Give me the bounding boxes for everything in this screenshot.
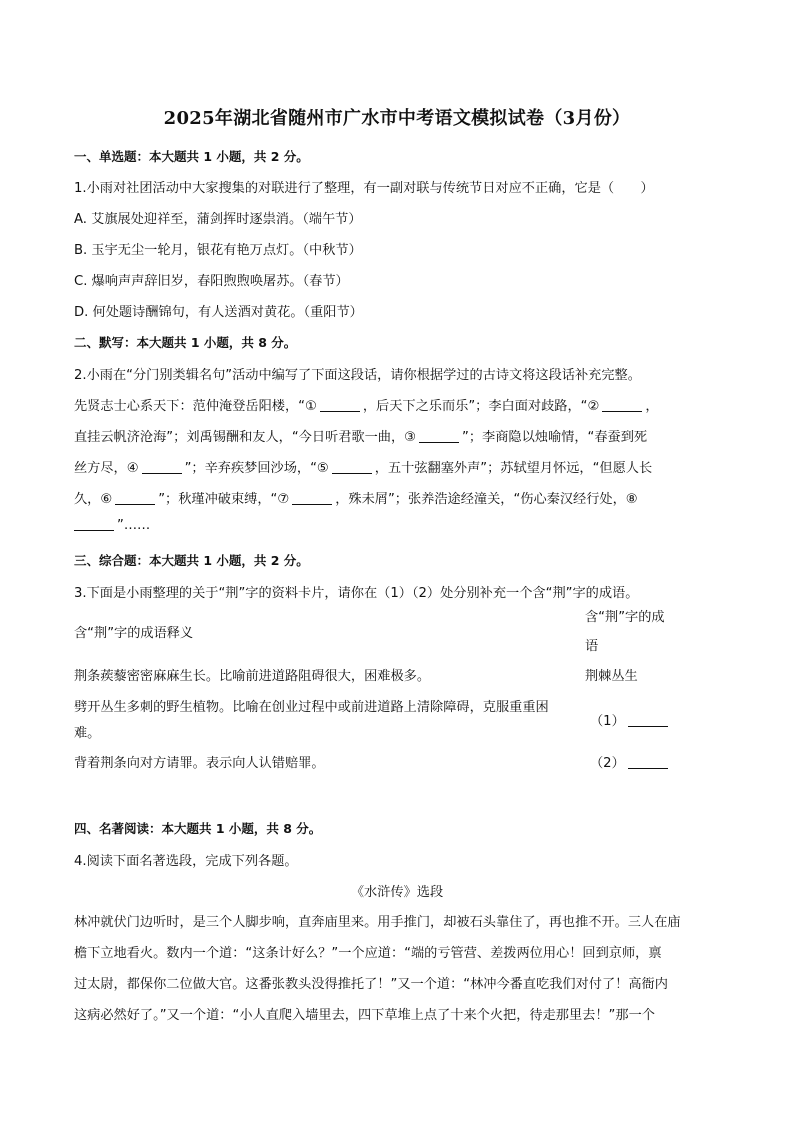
text-segment: ，五十弦翻塞外声”；苏轼望月怀远，“但愿人长 bbox=[374, 461, 653, 476]
table-row-1-idiom: 荆棘丛生 bbox=[585, 669, 638, 684]
page-title: 2025年湖北省随州市广水市中考语文模拟试卷（3月份） bbox=[163, 108, 631, 129]
question-4-stem: 4.阅读下面名著选段，完成下列各题。 bbox=[74, 854, 298, 869]
table-row-3-meaning: 背着荆条向对方请罪。表示向人认错赔罪。 bbox=[74, 756, 325, 771]
table-header-right-line-1: 含“荆”字的成 bbox=[585, 610, 665, 625]
idiom-blank-2[interactable] bbox=[628, 756, 668, 769]
blank-label-1: （1） bbox=[590, 714, 625, 729]
question-2-stem: 2.小雨在“分门别类辑名句”活动中编写了下面这段话，请你根据学过的古诗文将这段话补充完整。 bbox=[74, 368, 641, 383]
question-2-line-3 bbox=[74, 457, 652, 476]
section-heading-4: 四、名著阅读：本大题共 1 小题，共 8 分。 bbox=[74, 821, 322, 836]
answer-blank-4[interactable] bbox=[142, 461, 182, 474]
question-2-line-1 bbox=[74, 395, 659, 414]
table-row-1-meaning: 荆条蒺藜密密麻麻生长。比喻前进道路阻碍很大，困难极多。 bbox=[74, 669, 431, 684]
table-row-2-meaning-line-1: 劈开丛生多刺的野生植物。比喻在创业过程中或前进道路上清除障碍，克服重重困 bbox=[74, 700, 549, 715]
answer-blank-1[interactable] bbox=[320, 399, 360, 412]
answer-blank-6[interactable] bbox=[115, 492, 155, 505]
table-row-2-idiom bbox=[590, 710, 671, 729]
option-b: B. 玉宇无尘一轮月，银花有艳万点灯。（中秋节） bbox=[74, 243, 362, 258]
table-header-left: 含“荆”字的成语释义 bbox=[74, 626, 194, 641]
text-segment: ，后天下之乐而乐”；李白面对歧路，“② bbox=[362, 399, 600, 414]
table-header-right-line-2: 语 bbox=[585, 639, 599, 654]
section-heading-2: 二、默写：本大题共 1 小题，共 8 分。 bbox=[74, 335, 297, 350]
excerpt-line-3: 过太尉，都保你二位做大官。这番张教头没得推托了！”又一个道：“林冲今番直吃我们对付了！高衙内 bbox=[74, 977, 668, 992]
excerpt-title: 《水浒传》选段 bbox=[350, 885, 444, 900]
excerpt-line-2: 檐下立地看火。数内一个道：“这条计好么？”一个应道：“端的亏管营、差拨两位用心！回到京师，禀 bbox=[74, 946, 662, 961]
idiom-blank-1[interactable] bbox=[628, 714, 668, 727]
question-1-stem: 1.小雨对社团活动中大家搜集的对联进行了整理，有一副对联与传统节日对应不正确，它是（ ） bbox=[74, 181, 654, 196]
text-segment: ，殊未屑”；张养浩途经潼关，“伤心秦汉经行处，⑧ bbox=[335, 492, 638, 507]
answer-blank-7[interactable] bbox=[292, 492, 332, 505]
text-segment: 久，⑥ bbox=[74, 492, 113, 507]
excerpt-line-4: 这病必然好了。”又一个道：“小人直爬入墙里去，四下草堆上点了十来个火把，待走那里去！”那一个 bbox=[74, 1008, 655, 1023]
excerpt-line-1: 林冲就伏门边听时，是三个人脚步响，直奔庙里来。用手推门，却被石头靠住了，再也推不开。三人在庙 bbox=[74, 915, 681, 930]
answer-blank-2[interactable] bbox=[602, 399, 642, 412]
answer-blank-5[interactable] bbox=[332, 461, 372, 474]
text-segment: ”…… bbox=[117, 518, 151, 533]
text-segment: ， bbox=[645, 399, 659, 414]
section-heading-1: 一、单选题：本大题共 1 小题，共 2 分。 bbox=[74, 149, 309, 164]
question-2-line-5 bbox=[74, 518, 150, 533]
option-c: C. 爆响声声辞旧岁，春阳煦煦唤屠苏。（春节） bbox=[74, 274, 349, 289]
answer-blank-3[interactable] bbox=[419, 430, 459, 443]
option-d: D. 何处题诗酬锦句，有人送酒对黄花。（重阳节） bbox=[74, 305, 363, 320]
question-3-stem: 3.下面是小雨整理的关于“荆”字的资料卡片，请你在（1）（2）处分别补充一个含“荆”字的成语。 bbox=[74, 586, 639, 601]
option-a: A. 艾旗展处迎祥至，蒲剑挥时逐祟消。（端午节） bbox=[74, 212, 362, 227]
question-2-line-4 bbox=[74, 488, 638, 507]
answer-blank-8[interactable] bbox=[74, 518, 114, 531]
text-segment: 丝方尽，④ bbox=[74, 461, 139, 476]
section-heading-3: 三、综合题：本大题共 1 小题，共 2 分。 bbox=[74, 553, 309, 568]
question-2-line-2 bbox=[74, 426, 647, 445]
table-row-2-meaning-line-2: 难。 bbox=[74, 726, 101, 741]
text-segment: 先贤志士心系天下：范仲淹登岳阳楼，“① bbox=[74, 399, 317, 414]
blank-label-2: （2） bbox=[590, 756, 625, 771]
text-segment: ”；李商隐以烛喻情，“春蚕到死 bbox=[461, 430, 648, 445]
table-row-3-idiom bbox=[590, 752, 671, 771]
text-segment: ”；秋瑾冲破束缚，“⑦ bbox=[158, 492, 290, 507]
text-segment: ”；辛弃疾梦回沙场，“⑤ bbox=[184, 461, 329, 476]
text-segment: 直挂云帆济沧海”；刘禹锡酬和友人，“今日听君歌一曲，③ bbox=[74, 430, 416, 445]
